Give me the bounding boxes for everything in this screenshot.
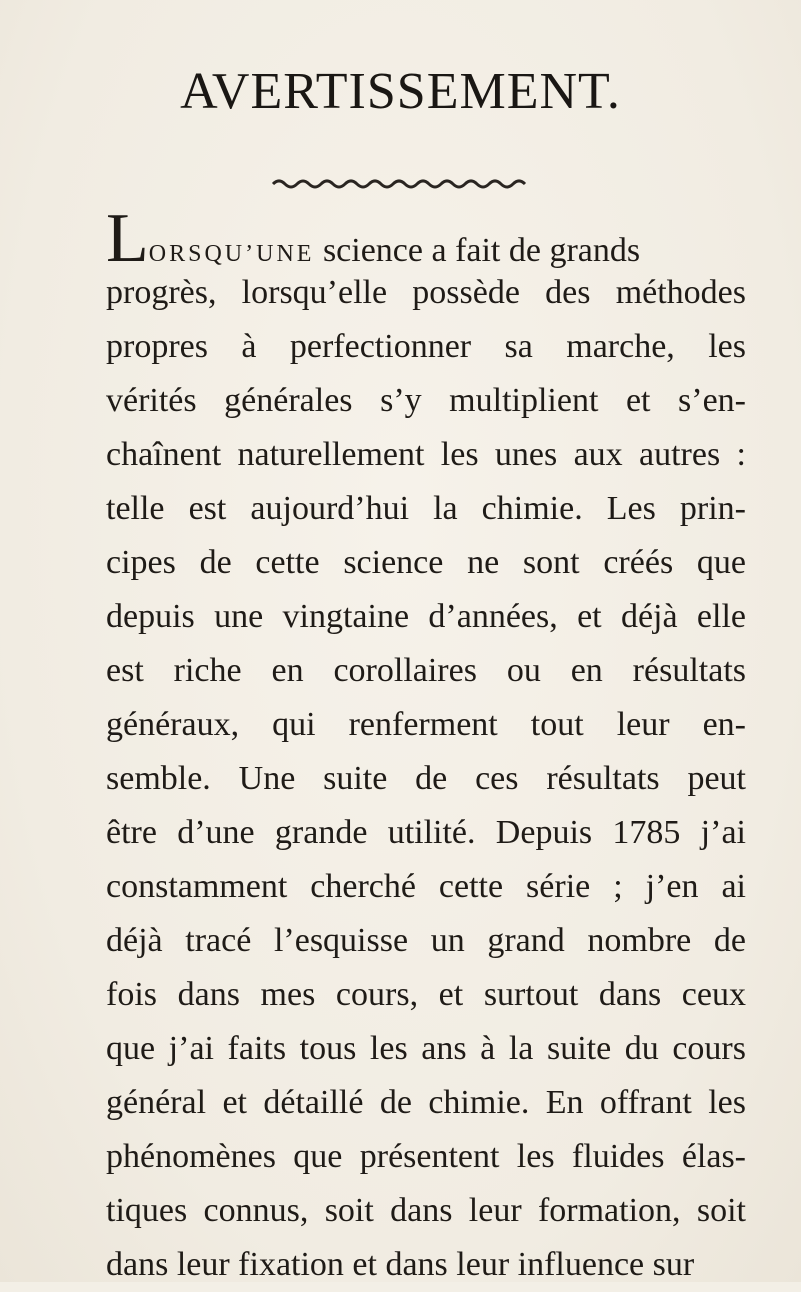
text-line: phénomènes que présentent les fluides élas-: [106, 1138, 746, 1175]
text-line: général et détaillé de chimie. En offrant les: [106, 1084, 746, 1121]
text-line: être d’une grande utilité. Depuis 1785 j’ai: [106, 814, 746, 851]
text-line: progrès, lorsqu’elle possède des méthodes: [106, 274, 746, 311]
page-title: AVERTISSEMENT.: [180, 63, 621, 120]
text-line: constamment cherché cette série ; j’en ai: [106, 868, 746, 905]
body-paragraph: [106, 200, 746, 1292]
text-line: généraux, qui renferment tout leur en-: [106, 706, 746, 743]
text-line: propres à perfectionner sa marche, les: [106, 328, 746, 365]
text-line: depuis une vingtaine d’années, et déjà elle: [106, 598, 746, 635]
first-line-text: science a fait de grands: [322, 232, 641, 269]
text-line: chaînent naturellement les unes aux autres :: [106, 436, 746, 473]
text-line: semble. Une suite de ces résultats peut: [106, 760, 746, 797]
paragraph-first-line: [106, 200, 746, 277]
wavy-rule-ornament-icon: [271, 176, 531, 192]
text-line: dans leur fixation et dans leur influence sur: [106, 1246, 695, 1283]
small-caps-word: ORSQU’UNE: [148, 241, 315, 267]
text-line: telle est aujourd’hui la chimie. Les prin-: [106, 490, 746, 527]
text-line: déjà tracé l’esquisse un grand nombre de: [106, 922, 746, 959]
text-line: est riche en corollaires ou en résultats: [106, 652, 746, 689]
text-line: fois dans mes cours, et surtout dans ceux: [106, 976, 746, 1013]
text-line: cipes de cette science ne sont créés que: [106, 544, 746, 581]
text-line: tiques connus, soit dans leur formation, soit: [106, 1192, 746, 1229]
text-line: que j’ai faits tous les ans à la suite du cours: [106, 1030, 746, 1067]
text-line: vérités générales s’y multiplient et s’en-: [106, 382, 746, 419]
drop-cap: L: [106, 200, 149, 277]
